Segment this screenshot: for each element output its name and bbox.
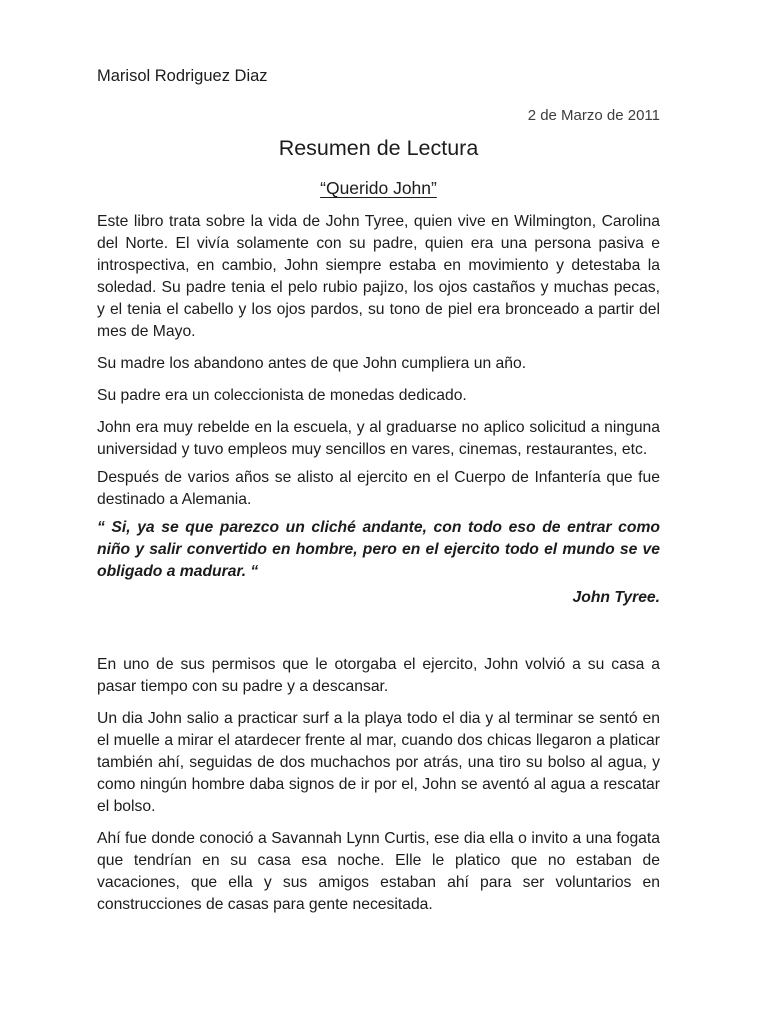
paragraph-father-collector: Su padre era un coleccionista de monedas dedicado. — [97, 387, 467, 404]
quote-attribution: John Tyree. — [572, 589, 660, 606]
document-date: 2 de Marzo de 2011 — [527, 107, 660, 124]
document-subtitle: “Querido John” — [320, 178, 437, 198]
paragraph-savannah: Ahí fue donde conoció a Savannah Lynn Curtis, ese dia ella o invito a una fogata que tendrían en su casa esa noche. Elle le platico que no estaban de vacaciones, que ella y sus amigos estaban ahí para ser voluntarios en construcciones de casas para gente necesitada. — [97, 830, 660, 913]
paragraph-surf: Un dia John salio a practicar surf a la playa todo el dia y al terminar se sentó en el muelle a mirar el atardecer frente al mar, cuando dos chicas llegaron a platicar también ahí, seguidas de dos muchachos por atrás, una tiro su bolso al agua, y como ningún hombre daba signos de ir por el, John se aventó al agua a rescatar el bolso. — [97, 710, 660, 815]
paragraph-army: Después de varios años se alisto al ejercito en el Cuerpo de Infantería que fue destinado a Alemania. — [97, 469, 660, 508]
paragraph-school: John era muy rebelde en la escuela, y al graduarse no aplico solicitud a ninguna universidad y tuvo empleos muy sencillos en vares, cinemas, restaurantes, etc. — [97, 419, 660, 458]
quote-text: “ Si, ya se que parezco un cliché andante, con todo eso de entrar como niño y salir convertido en hombre, pero en el ejercito todo el mundo se ve obligado a madurar. “ — [97, 519, 660, 580]
author-name: Marisol Rodriguez Diaz — [97, 67, 268, 85]
paragraph-book-overview: Este libro trata sobre la vida de John Tyree, quien vive en Wilmington, Carolina del Norte. El vivía solamente con su padre, quien era una persona pasiva e introspectiva, en cambio, John siempre estaba en movimiento y detestaba la soledad. Su padre tenia el pelo rubio pajizo, los ojos castaños y muchas pecas, y el tenia el cabello y los ojos pardos, su tono de piel era bronceado a partir del mes de Mayo. — [97, 213, 660, 340]
paragraph-leave: En uno de sus permisos que le otorgaba el ejercito, John volvió a su casa a pasar tiempo con su padre y a descansar. — [97, 656, 660, 695]
paragraph-mother: Su madre los abandono antes de que John cumpliera un año. — [97, 355, 527, 372]
document-title: Resumen de Lectura — [278, 136, 479, 160]
